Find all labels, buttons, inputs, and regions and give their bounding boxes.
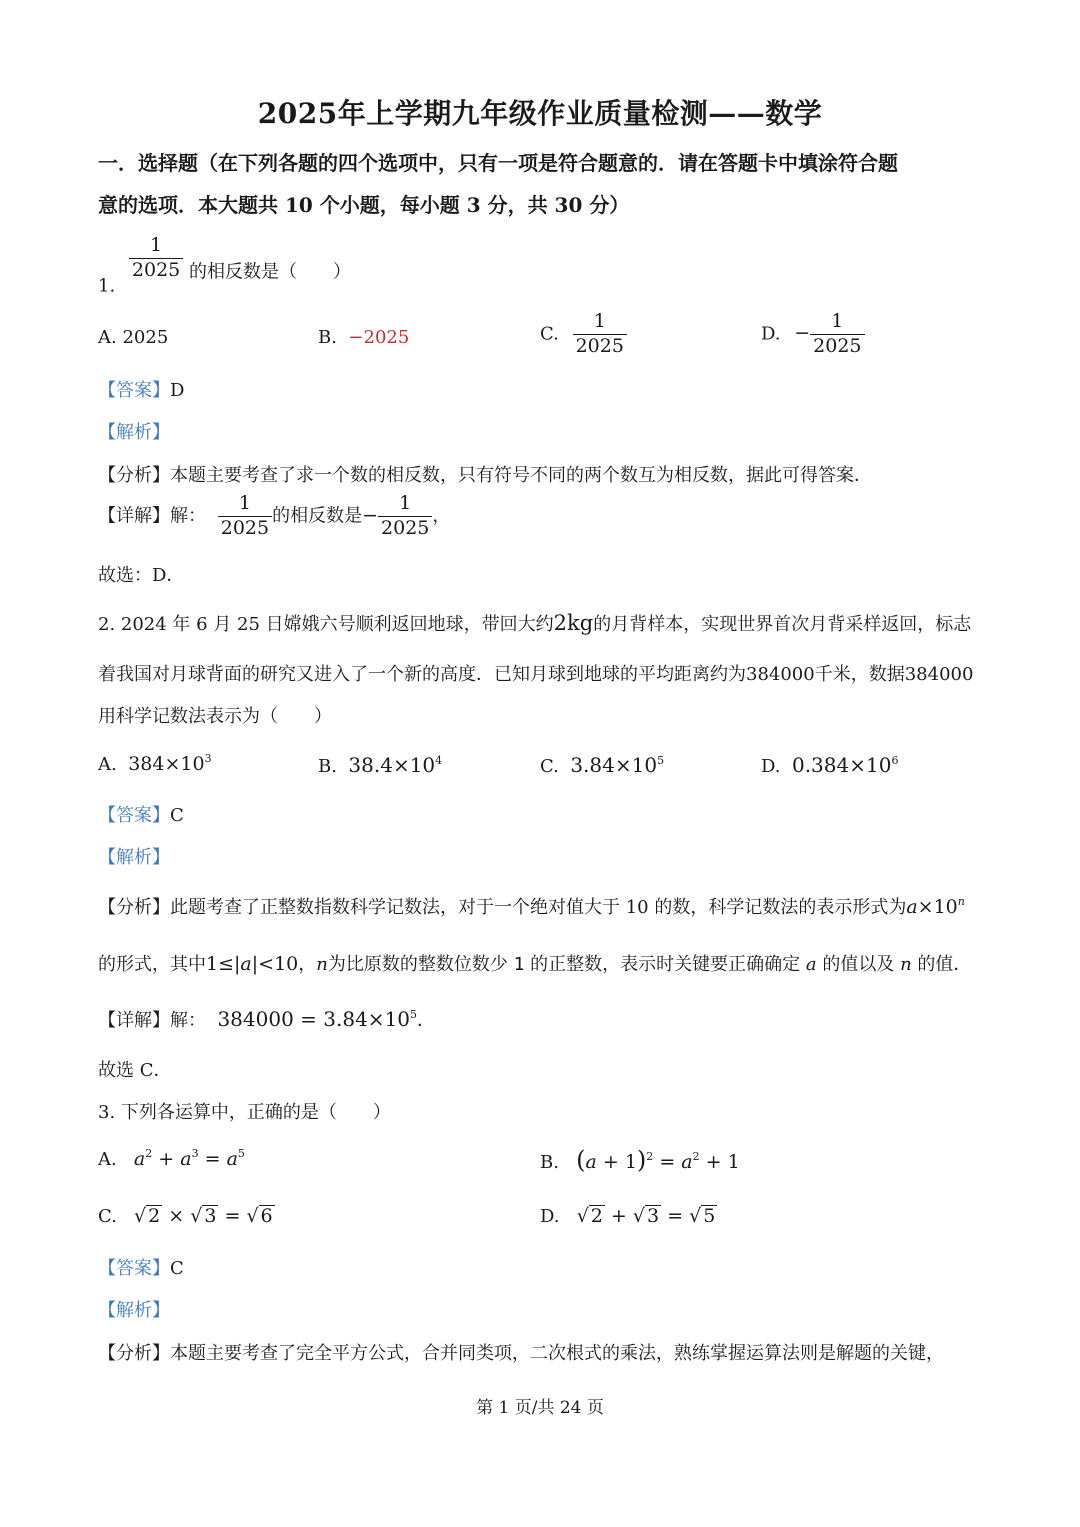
question-2-line1: 2. 2024 年 6 月 25 日嫦娥六号顺利返回地球，带回大约2kg的月背样本，实现世界首次月背采样返回，标志: [98, 611, 972, 635]
option-c: C. $3.84\times 10^5$: [540, 753, 665, 777]
question-3-stem: 3. 下列各运算中，正确的是（ ）: [98, 1102, 391, 1123]
final-choice: 故选：D．: [98, 565, 185, 586]
analysis-tag: 【解析】: [98, 847, 170, 868]
analysis-text: 【分析】本题主要考查了完全平方公式，合并同类项，二次根式的乘法，熟练掌握运算法则是解题的关键，: [98, 1343, 944, 1364]
option-a: A. 2025: [98, 327, 169, 348]
detail-solution: 【详解】解： $\frac{1}{2025}$ 的相反数是− $\frac{1}{2025}$ ，: [98, 492, 451, 539]
question-2-line3: 用科学记数法表示为（ ）: [98, 706, 332, 727]
analysis-text: 【分析】本题主要考查了求一个数的相反数，只有符号不同的两个数互为相反数，据此可得答案．: [98, 465, 872, 486]
analysis-text-line1: 【分析】此题考查了正整数指数科学记数法，对于一个绝对值大于 10 的数，科学记数法的表示形式为$a\times 10^n$: [98, 895, 965, 918]
answer-line: 【答案】C: [98, 805, 184, 826]
option-c: C. √ 2 × √ 3 = √ 6: [98, 1205, 273, 1227]
option-b: B. −2025: [318, 327, 410, 348]
option-a: A. $a^2 + a^3 = a^5$: [98, 1147, 245, 1170]
option-d: D. $0.384\times 10^6$: [761, 753, 899, 777]
answer-line: 【答案】D: [98, 380, 185, 401]
option-b: B. $38.4\times 10^4$: [318, 753, 443, 777]
section-heading-line2: 意的选项．本大题共 10 个小题，每小题 3 分，共 30 分）: [98, 193, 630, 217]
fraction: $\frac{1}{2025}$: [378, 494, 432, 539]
question-number: 1.: [98, 275, 116, 297]
page-footer: 第 1 页/共 24 页: [476, 1398, 604, 1418]
analysis-tag: 【解析】: [98, 422, 170, 443]
final-choice: 故选 C．: [98, 1060, 172, 1081]
fraction: $\frac{1}{2025}$: [810, 312, 864, 357]
answer-line: 【答案】C: [98, 1258, 184, 1279]
fraction: $\frac{1}{2025}$: [129, 236, 183, 281]
section-heading-line1: 一．选择题（在下列各题的四个选项中，只有一项是符合题意的．请在答题卡中填涂符合题: [98, 151, 898, 175]
fraction: $\frac{1}{2025}$: [573, 312, 627, 357]
option-c: C. $\frac{1}{2025}$: [540, 312, 627, 357]
option-a: A. $384\times 10^3$: [98, 752, 212, 775]
fraction: $\frac{1}{2025}$: [218, 494, 272, 539]
option-d: D. √ 2 + √ 3 = √ 5: [540, 1205, 716, 1227]
page-title: 2025年上学期九年级作业质量检测——数学: [257, 97, 823, 130]
question-1: [98, 236, 351, 296]
question-2-line2: 着我国对月球背面的研究又进入了一个新的高度．已知月球到地球的平均距离约为384000千米，数据384000: [98, 664, 974, 685]
option-b: B. $(a + 1)^2 = a^2 + 1$: [540, 1146, 740, 1174]
option-d: D. − $\frac{1}{2025}$: [761, 312, 865, 357]
analysis-tag: 【解析】: [98, 1300, 170, 1321]
analysis-text-line2: 的形式，其中1≤|a|<10，n为比原数的整数位数少 1 的正整数，表示时关键要正确确定 a 的值以及 n 的值．: [98, 953, 972, 975]
question-stem: 的相反数是（ ）: [189, 261, 352, 283]
detail-solution: 【详解】解： $384000 = 3.84\times 10^5$．: [98, 1007, 436, 1031]
